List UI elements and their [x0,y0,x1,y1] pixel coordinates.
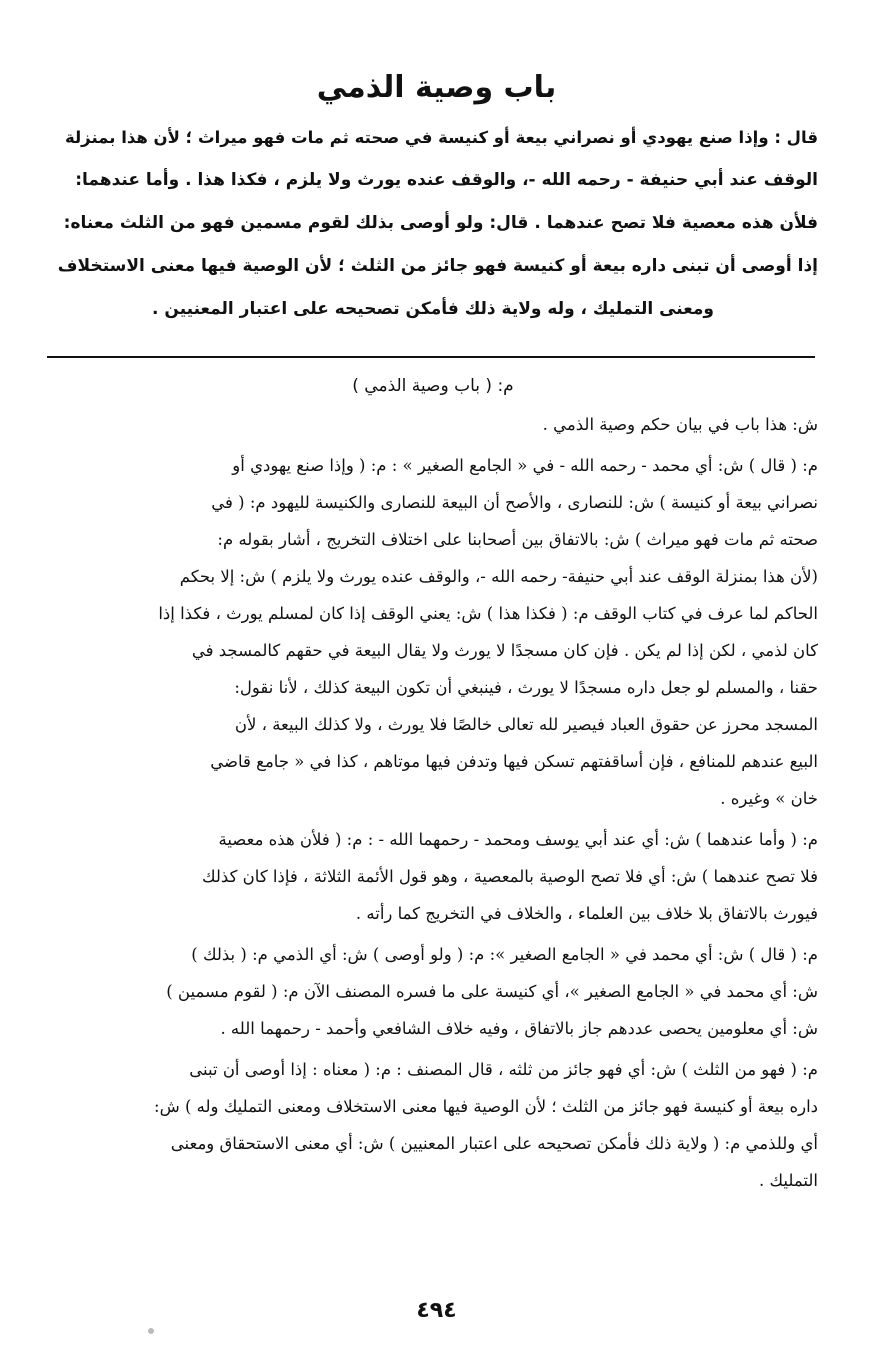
sharh-line: م: ( قال ) ش: أي محمد - رحمه الله - في « الجامع الصغير » : م: ( وإذا صنع يهودي أو [232,456,818,475]
sharh-commentary [48,366,818,1199]
matn-text-block [48,116,818,331]
sharh-line: حقنا ، والمسلم لو جعل داره مسجدًا لا يورث ، فينبغي أن تكون البيعة كذلك ، لأنا نقول: [234,678,818,697]
sharh-paragraph [48,936,818,1047]
sharh-section-title: م: ( باب وصية الذمي ) [352,376,514,396]
sharh-line: أي وللذمي م: ( ولاية ذلك فأمكن تصحيحه على اعتبار المعنيين ) ش: أي معنى الاستحقاق ومعنى [170,1134,818,1153]
sharh-paragraph [48,821,818,932]
section-divider [47,356,815,358]
chapter-title: باب وصية الذمي [316,70,557,105]
sharh-line: داره بيعة أو كنيسة فهو جائز من الثلث ؛ لأن الوصية فيها معنى الاستخلاف ومعنى التمليك وله ) ش: [154,1097,818,1116]
sharh-line: ش: هذا باب في بيان حكم وصية الذمي . [542,415,818,434]
matn-line: قال : وإذا صنع يهودي أو نصراني بيعة أو كنيسة في صحته ثم مات فهو ميراث ؛ لأن هذا بمنزلة [64,128,818,147]
sharh-line: الحاكم لما عرف في كتاب الوقف م: ( فكذا هذا ) ش: يعني الوقف إذا كان لمسلم يورث ، فكذا إذا [158,604,818,623]
sharh-paragraph [48,406,818,443]
sharh-line: المسجد محرز عن حقوق العباد فيصير لله تعالى خالصًا فلا يورث ، ولا كذلك البيعة ، لأن [234,715,818,734]
matn-line: ومعنى التمليك ، وله ولاية ذلك فأمكن تصحيحه على اعتبار المعنيين . [152,299,714,319]
sharh-paragraph [48,447,818,817]
sharh-line: م: ( قال ) ش: أي محمد في « الجامع الصغير »: م: ( ولو أوصى ) ش: أي الذمي م: ( بذلك ) [191,945,818,964]
sharh-line: نصراني بيعة أو كنيسة ) ش: للنصارى ، والأصح أن البيعة للنصارى والكنيسة لليهود م: ( في [211,493,818,512]
matn-line: الوقف عند أبي حنيفة - رحمه الله -، والوقف عنده يورث ولا يلزم ، فكذا هذا . وأما عندهما: [75,170,818,190]
matn-line: إذا أوصى أن تبنى داره بيعة أو كنيسة فهو جائز من الثلث ؛ لأن الوصية فيها معنى الاستخلاف [57,256,818,276]
sharh-line: صحته ثم مات فهو ميراث ) ش: بالاتفاق بين أصحابنا على اختلاف التخريج ، أشار بقوله م: [217,530,818,549]
sharh-line: فيورث بالاتفاق بلا خلاف بين العلماء ، والخلاف في التخريج كما رأته . [355,904,818,923]
sharh-line: خان » وغيره . [720,789,818,808]
scan-speck [148,1328,154,1334]
sharh-line: (لأن هذا بمنزلة الوقف عند أبي حنيفة- رحمه الله -، والوقف عنده يورث ولا يلزم ) ش: إلا بحكم [179,567,818,586]
sharh-line: التمليك . [759,1171,818,1190]
sharh-paragraph [48,1051,818,1199]
sharh-line: كان لذمي ، لكن إذا لم يكن . فإن كان مسجدًا لا يورث ولا يقال البيعة في حقهم كالمسجد في [191,641,818,660]
sharh-line: فلا تصح عندهما ) ش: أي فلا تصح الوصية بالمعصية ، وهو قول الأئمة الثلاثة ، فإذا كان كذلك [201,867,818,886]
sharh-line: م: ( وأما عندهما ) ش: أي عند أبي يوسف ومحمد - رحمهما الله - : م: ( فلأن هذه معصية [218,830,818,849]
matn-line: فلأن هذه معصية فلا تصح عندهما . قال: ولو أوصى بذلك لقوم مسمين فهو من الثلث معناه: [63,213,818,233]
sharh-line: ش: أي محمد في « الجامع الصغير »، أي كنيسة على ما فسره المصنف الآن م: ( لقوم مسمين ) [166,982,818,1001]
page-number: ٤٩٤ [416,1298,457,1323]
sharh-line: م: ( فهو من الثلث ) ش: أي فهو جائز من ثلثه ، قال المصنف : م: ( معناه : إذا أوصى أن تبنى [189,1060,818,1079]
sharh-line: ش: أي معلومين يحصى عددهم جاز بالاتفاق ، وفيه خلاف الشافعي وأحمد - رحمهما الله . [220,1019,818,1038]
sharh-line: البيع عندهم للمنافع ، فإن أساقفتهم تسكن فيها وتدفن فيها موتاهم ، كذا في « جامع قاضي [210,752,818,771]
